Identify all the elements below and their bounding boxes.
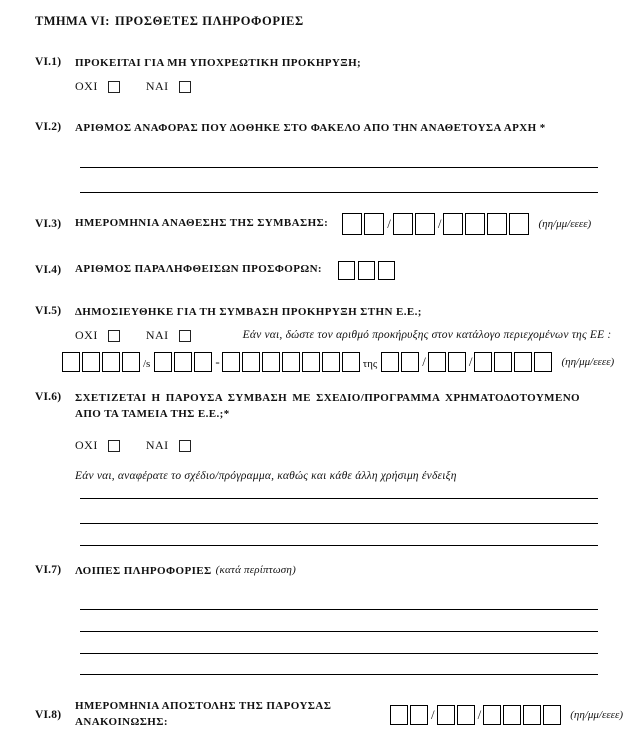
digit-box[interactable] <box>282 352 300 372</box>
digit-box[interactable] <box>390 705 408 725</box>
digit-box[interactable] <box>523 705 541 725</box>
oj-s-suffix: /s <box>143 357 151 370</box>
digit-box[interactable] <box>358 261 375 280</box>
vi8-date-format-hint: (ηη/μμ/εεεε) <box>570 708 623 721</box>
digit-box[interactable] <box>154 352 172 372</box>
page-title: ΠΡΟΣΘΕΤΕΣ ΠΛΗΡΟΦΟΡΙΕΣ <box>115 14 304 28</box>
vi8-label: ΗΜΕΡΟΜΗΝΙΑ ΑΠΟΣΤΟΛΗΣ ΤΗΣ ΠΑΡΟΥΣΑΣ ΑΝΑΚΟΙΝΩΣΗΣ: <box>75 699 332 728</box>
vi5-date-format-hint: (ηη/μμ/εεεε) <box>561 355 615 368</box>
item-vi5 <box>0 305 623 321</box>
digit-box[interactable] <box>262 352 280 372</box>
vi7-write-line-1[interactable] <box>80 580 598 610</box>
item-vi7 <box>0 564 623 580</box>
vi5-label: ΔΗΜΟΣΙΕΥΘΗΚΕ ΓΙΑ ΤΗ ΣΥΜΒΑΣΗ ΠΡΟΚΗΡΥΞΗ ΣΤΗΝ Ε.Ε.; <box>75 305 422 318</box>
vi5-yes-no <box>75 328 623 343</box>
digit-box[interactable] <box>437 705 455 725</box>
date-separator: / <box>387 215 391 231</box>
vi2-write-line-1[interactable] <box>80 137 598 168</box>
vi7-write-line-2[interactable] <box>80 610 598 632</box>
digit-box[interactable] <box>483 705 501 725</box>
vi3-date-input[interactable] <box>342 213 531 235</box>
digit-box[interactable] <box>474 352 492 372</box>
vi4-label: ΑΡΙΘΜΟΣ ΠΑΡΑΛΗΦΘΕΙΣΩΝ ΠΡΟΣΦΟΡΩΝ: <box>75 263 322 276</box>
yes-label: ΝΑΙ <box>145 437 169 452</box>
item-vi8 <box>0 699 623 731</box>
date-separator: / <box>468 353 473 369</box>
vi5-yes-checkbox[interactable] <box>179 330 191 342</box>
vi1-yes-no <box>75 79 623 94</box>
digit-box[interactable] <box>378 261 395 280</box>
digit-box[interactable] <box>514 352 532 372</box>
vi1-number: VI.1) <box>35 56 62 68</box>
vi5-number: VI.5) <box>35 304 62 317</box>
date-separator: / <box>477 706 482 722</box>
vi7-write-line-4[interactable] <box>80 654 598 675</box>
vi2-label: ΑΡΙΘΜΟΣ ΑΝΑΦΟΡΑΣ ΠΟΥ ΔΟΘΗΚΕ ΣΤΟ ΦΑΚΕΛΟ ΑΠΟ ΤΗΝ ΑΝΑΘΕΤΟΥΣΑ ΑΡΧΗ * <box>75 121 546 134</box>
vi1-label: ΠΡΟΚΕΙΤΑΙ ΓΙΑ ΜΗ ΥΠΟΧΡΕΩΤΙΚΗ ΠΡΟΚΗΡΥΞΗ; <box>75 57 362 69</box>
vi8-date-input[interactable] <box>390 705 563 725</box>
digit-box[interactable] <box>342 352 360 372</box>
digit-box[interactable] <box>342 213 362 235</box>
digit-box[interactable] <box>338 261 355 280</box>
vi6-hint: Εάν ναι, αναφέρατε το σχέδιο/πρόγραμμα, καθώς και κάθε άλλη χρήσιμη ένδειξη <box>75 469 457 482</box>
vi5-hint: Εάν ναι, δώστε τον αριθμό προκήρυξης στον κατάλογο περιεχομένων της ΕΕ : <box>242 329 612 342</box>
digit-box[interactable] <box>322 352 340 372</box>
vi6-yes-checkbox[interactable] <box>179 440 191 452</box>
vi7-hint: (κατά περίπτωση) <box>215 563 296 576</box>
dash-separator: - <box>215 353 220 369</box>
digit-box[interactable] <box>242 352 260 372</box>
vi6-yes-no <box>75 438 623 453</box>
vi5-no-checkbox[interactable] <box>108 330 120 342</box>
digit-box[interactable] <box>457 705 475 725</box>
vi1-yes-checkbox[interactable] <box>179 81 191 93</box>
digit-box[interactable] <box>443 213 463 235</box>
vi3-date-format-hint: (ηη/μμ/εεεε) <box>538 217 592 230</box>
digit-box[interactable] <box>102 352 120 372</box>
digit-box[interactable] <box>494 352 512 372</box>
vi7-number: VI.7) <box>35 563 62 576</box>
item-vi1 <box>0 56 623 72</box>
date-separator: / <box>431 706 435 722</box>
item-vi4 <box>0 261 623 280</box>
digit-box[interactable] <box>364 213 384 235</box>
vi5-notice-number-input <box>62 352 623 372</box>
vi6-number: VI.6) <box>35 390 62 403</box>
of-label: της <box>362 357 378 370</box>
digit-box[interactable] <box>222 352 240 372</box>
digit-box[interactable] <box>509 213 529 235</box>
digit-box[interactable] <box>543 705 561 725</box>
digit-box[interactable] <box>487 213 507 235</box>
no-label: ΟΧΙ <box>75 437 98 452</box>
vi8-number: VI.8) <box>35 708 62 721</box>
date-separator: / <box>422 353 426 369</box>
item-vi3 <box>0 213 623 235</box>
digit-box[interactable] <box>465 213 485 235</box>
item-vi2 <box>0 121 623 137</box>
vi6-no-checkbox[interactable] <box>108 440 120 452</box>
digit-box[interactable] <box>503 705 521 725</box>
vi7-label: ΛΟΙΠΕΣ ΠΛΗΡΟΦΟΡΙΕΣ <box>75 564 212 577</box>
digit-box[interactable] <box>401 352 419 372</box>
section-number: ΤΜΗΜΑ VI: <box>35 14 110 28</box>
digit-box[interactable] <box>534 352 552 372</box>
item-vi6 <box>0 391 623 423</box>
yes-label: ΝΑΙ <box>145 327 169 342</box>
section-header <box>0 14 623 29</box>
vi2-number: VI.2) <box>35 120 62 133</box>
digit-box[interactable] <box>410 705 428 725</box>
no-label: ΟΧΙ <box>75 78 98 93</box>
vi4-count-input[interactable] <box>338 261 398 280</box>
digit-box[interactable] <box>393 213 413 235</box>
vi1-no-checkbox[interactable] <box>108 81 120 93</box>
vi6-write-line-2[interactable] <box>80 499 598 524</box>
vi6-write-line-3[interactable] <box>80 524 598 546</box>
digit-box[interactable] <box>448 352 466 372</box>
vi3-number: VI.3) <box>35 217 62 230</box>
digit-box[interactable] <box>381 352 399 372</box>
digit-box[interactable] <box>302 352 320 372</box>
vi2-write-line-2[interactable] <box>80 168 598 193</box>
digit-box[interactable] <box>194 352 212 372</box>
no-label: ΟΧΙ <box>75 327 98 342</box>
digit-box[interactable] <box>82 352 100 372</box>
vi4-number: VI.4) <box>35 264 62 277</box>
digit-box[interactable] <box>122 352 140 372</box>
yes-label: ΝΑΙ <box>145 78 169 93</box>
date-separator: / <box>437 215 442 231</box>
vi6-write-line-1[interactable] <box>80 482 598 499</box>
digit-box[interactable] <box>428 352 446 372</box>
digit-box[interactable] <box>62 352 80 372</box>
vi6-label: ΣΧΕΤΙΖΕΤΑΙ Η ΠΑΡΟΥΣΑ ΣΥΜΒΑΣΗ ΜΕ ΣΧΕΔΙΟ/ΠΡΟΓΡΑΜΜΑ ΧΡΗΜΑΤΟΔΟΤΟΥΜΕΝΟ ΑΠΟ ΤΑ ΤΑΜΕΙΑ ΤΗΣ Ε.Ε.;* <box>75 391 580 420</box>
vi7-write-line-3[interactable] <box>80 632 598 654</box>
digit-box[interactable] <box>415 213 435 235</box>
digit-box[interactable] <box>174 352 192 372</box>
vi3-label: ΗΜΕΡΟΜΗΝΙΑ ΑΝΑΘΕΣΗΣ ΤΗΣ ΣΥΜΒΑΣΗΣ: <box>75 216 329 229</box>
